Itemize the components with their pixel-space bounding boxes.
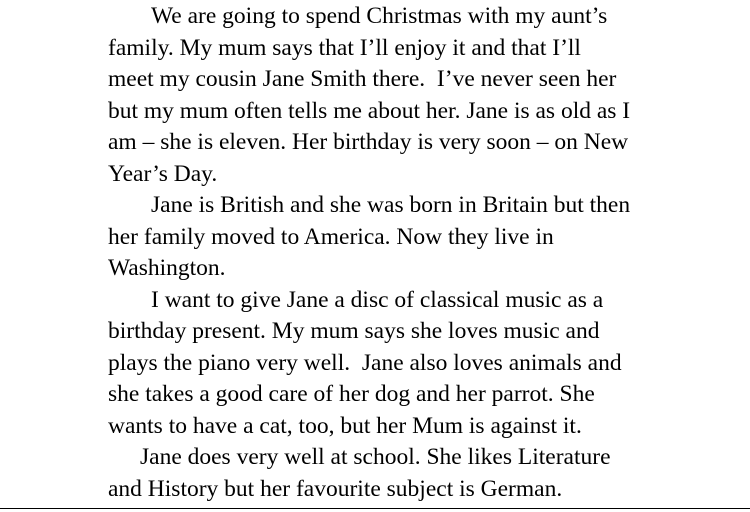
- text-line: birthday present. My mum says she loves music and: [108, 318, 600, 344]
- text-line: but my mum often tells me about her. Jane is as old as I: [108, 97, 631, 124]
- paragraph-2: [108, 190, 708, 285]
- text-line: Washington.: [108, 255, 226, 281]
- text-line: Jane is British and she was born in Britain but then: [151, 192, 631, 218]
- page-bottom-rule: [0, 508, 750, 509]
- paragraph-3: [108, 285, 708, 443]
- text-line: Year’s Day.: [108, 160, 218, 187]
- text-line: her family moved to America. Now they live in: [108, 223, 554, 250]
- text-line: wants to have a cat, too, but her Mum is against it.: [108, 412, 582, 439]
- text-line: am – she is eleven. Her birthday is very soon – on New: [108, 129, 629, 155]
- text-line: We are going to spend Christmas with my aunt’s: [151, 3, 608, 29]
- text-line: family. My mum says that I’ll enjoy it and that I’ll: [108, 34, 581, 61]
- paragraph-4: [108, 442, 708, 505]
- text-line: plays the piano very well. Jane also loves animals and: [108, 349, 622, 376]
- paragraph-1: [108, 1, 708, 190]
- text-line: Jane does very well at school. She likes Literature: [140, 444, 611, 470]
- text-line: and History but her favourite subject is German.: [108, 475, 563, 502]
- document-text: [108, 1, 708, 505]
- text-line: she takes a good care of her dog and her parrot. She: [108, 381, 595, 407]
- text-line: meet my cousin Jane Smith there. I’ve never seen her: [108, 66, 617, 92]
- text-line: I want to give Jane a disc of classical music as a: [151, 286, 604, 313]
